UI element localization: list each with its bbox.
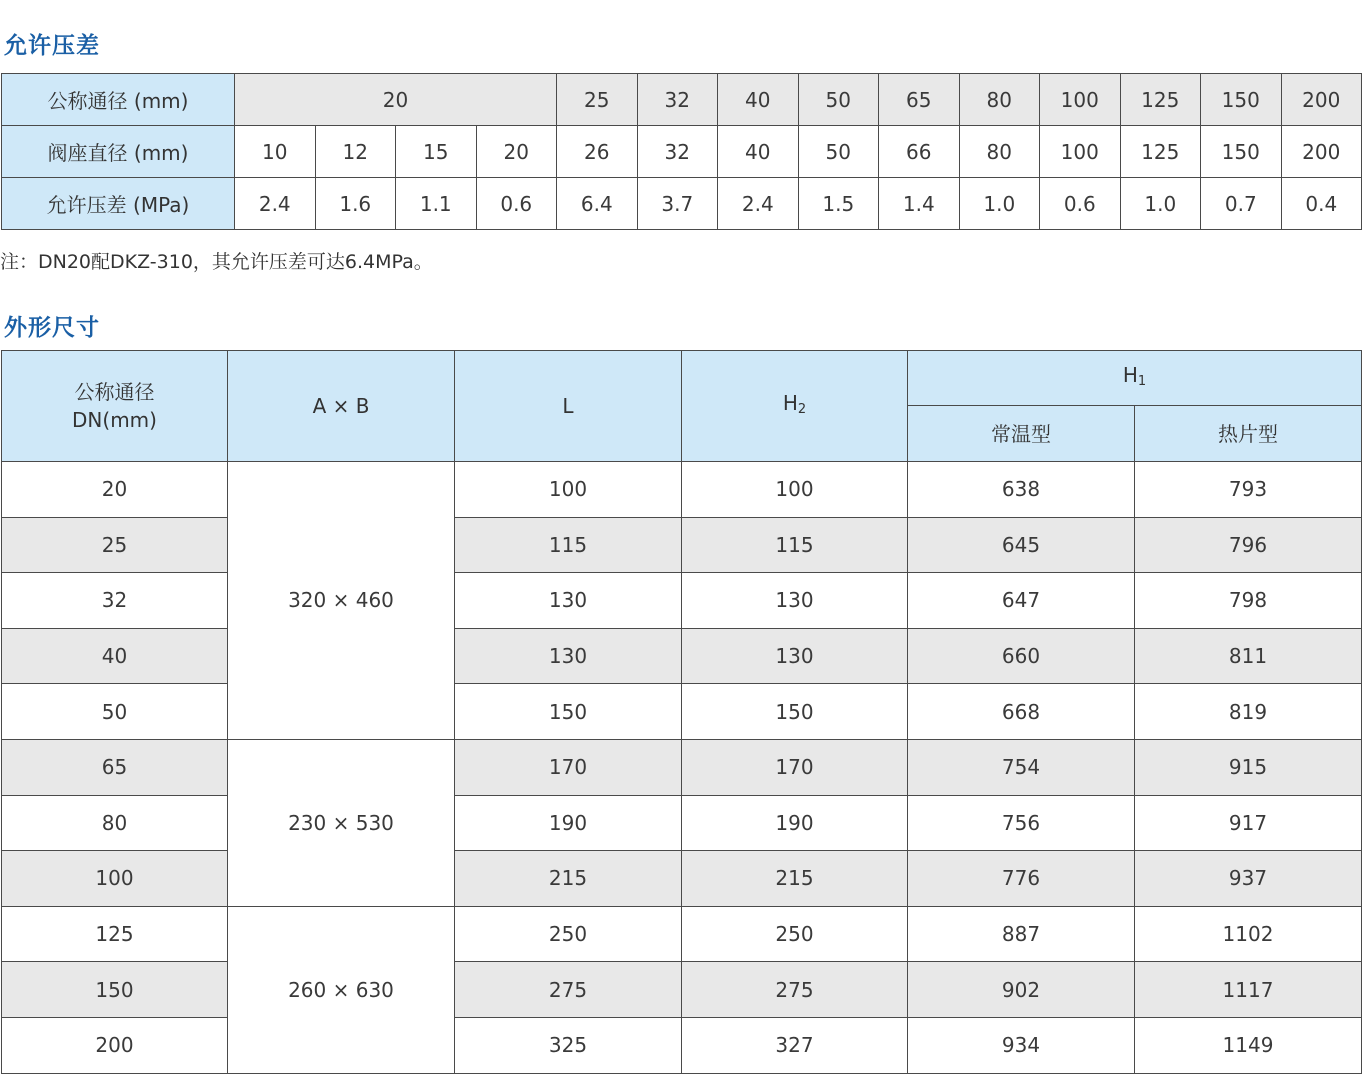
header-dn-line1: 公称通径 [74, 380, 155, 404]
nominal-row [2, 74, 1362, 126]
diff-cell: 3.7 [637, 178, 718, 230]
seat-cell: 50 [798, 126, 879, 178]
diff-row [2, 178, 1362, 230]
h2-cell: 170 [682, 739, 908, 795]
diff-cell: 1.0 [1120, 178, 1201, 230]
table-row [2, 462, 1362, 518]
normal-cell: 776 [908, 851, 1135, 907]
h2-cell: 100 [682, 462, 908, 518]
heat-cell: 937 [1135, 851, 1362, 907]
l-cell: 150 [455, 684, 682, 740]
seat-row [2, 126, 1362, 178]
nominal-cell: 100 [1040, 74, 1121, 126]
diff-cell: 0.6 [476, 178, 557, 230]
nominal-cell: 150 [1201, 74, 1282, 126]
l-cell: 170 [455, 739, 682, 795]
heat-cell: 793 [1135, 462, 1362, 518]
heat-cell: 811 [1135, 628, 1362, 684]
table-row [2, 573, 1362, 629]
header-h2 [682, 351, 908, 462]
nominal-cell: 20 [235, 74, 557, 126]
header-h1 [908, 351, 1362, 406]
diff-cell: 0.6 [1040, 178, 1121, 230]
dimensions-table [1, 350, 1362, 1074]
normal-cell: 660 [908, 628, 1135, 684]
h2-cell: 130 [682, 573, 908, 629]
row-label-seat: 阀座直径 (mm) [2, 126, 235, 178]
dn-cell: 100 [2, 851, 228, 907]
diff-cell: 1.4 [879, 178, 960, 230]
heat-cell: 798 [1135, 573, 1362, 629]
dn-cell: 50 [2, 684, 228, 740]
header-dn [2, 351, 228, 462]
diff-cell: 0.7 [1201, 178, 1282, 230]
l-cell: 275 [455, 962, 682, 1018]
header-normal: 常温型 [908, 406, 1135, 462]
l-cell: 250 [455, 906, 682, 962]
dn-cell: 125 [2, 906, 228, 962]
normal-cell: 754 [908, 739, 1135, 795]
l-cell: 115 [455, 517, 682, 573]
seat-cell: 200 [1281, 126, 1362, 178]
heat-cell: 796 [1135, 517, 1362, 573]
header-ab: A × B [228, 351, 455, 462]
dn-cell: 25 [2, 517, 228, 573]
h2-cell: 327 [682, 1017, 908, 1073]
l-cell: 190 [455, 795, 682, 851]
heat-cell: 917 [1135, 795, 1362, 851]
seat-cell: 15 [396, 126, 477, 178]
seat-cell: 66 [879, 126, 960, 178]
seat-cell: 20 [476, 126, 557, 178]
normal-cell: 668 [908, 684, 1135, 740]
h2-cell: 190 [682, 795, 908, 851]
h2-cell: 115 [682, 517, 908, 573]
seat-cell: 100 [1040, 126, 1121, 178]
seat-cell: 32 [637, 126, 718, 178]
nominal-cell: 50 [798, 74, 879, 126]
heat-cell: 1117 [1135, 962, 1362, 1018]
dn-cell: 40 [2, 628, 228, 684]
diff-cell: 2.4 [718, 178, 799, 230]
h2-cell: 215 [682, 851, 908, 907]
normal-cell: 756 [908, 795, 1135, 851]
header-l: L [455, 351, 682, 462]
seat-cell: 125 [1120, 126, 1201, 178]
header-h1-base: H [1122, 362, 1138, 387]
seat-cell: 40 [718, 126, 799, 178]
diff-cell: 6.4 [557, 178, 638, 230]
table-row [2, 628, 1362, 684]
diff-cell: 1.6 [315, 178, 396, 230]
nominal-cell: 125 [1120, 74, 1201, 126]
pressure-section-title: 允许压差 [4, 33, 100, 59]
header-dn-line2: DN(mm) [72, 408, 157, 432]
nominal-cell: 40 [718, 74, 799, 126]
heat-cell: 1102 [1135, 906, 1362, 962]
l-cell: 130 [455, 573, 682, 629]
dn-cell: 80 [2, 795, 228, 851]
dimensions-section-title: 外形尺寸 [4, 315, 100, 341]
normal-cell: 934 [908, 1017, 1135, 1073]
h2-cell: 275 [682, 962, 908, 1018]
header-h2-base: H [782, 390, 798, 415]
l-cell: 100 [455, 462, 682, 518]
diff-cell: 0.4 [1281, 178, 1362, 230]
l-cell: 215 [455, 851, 682, 907]
heat-cell: 819 [1135, 684, 1362, 740]
diff-cell: 1.5 [798, 178, 879, 230]
seat-cell: 10 [235, 126, 316, 178]
table-row [2, 906, 1362, 962]
h2-cell: 150 [682, 684, 908, 740]
diff-cell: 1.0 [959, 178, 1040, 230]
nominal-cell: 200 [1281, 74, 1362, 126]
seat-cell: 80 [959, 126, 1040, 178]
row-label-diff: 允许压差 (MPa) [2, 178, 235, 230]
diff-cell: 2.4 [235, 178, 316, 230]
table-row [2, 795, 1362, 851]
table-row [2, 517, 1362, 573]
heat-cell: 1149 [1135, 1017, 1362, 1073]
h2-cell: 250 [682, 906, 908, 962]
heat-cell: 915 [1135, 739, 1362, 795]
seat-cell: 12 [315, 126, 396, 178]
normal-cell: 887 [908, 906, 1135, 962]
normal-cell: 638 [908, 462, 1135, 518]
ab-cell: 260 × 630 [228, 906, 455, 1073]
header-h1-sub: 1 [1137, 373, 1147, 389]
dn-cell: 32 [2, 573, 228, 629]
row-label-nominal: 公称通径 (mm) [2, 74, 235, 126]
l-cell: 130 [455, 628, 682, 684]
nominal-cell: 65 [879, 74, 960, 126]
seat-cell: 150 [1201, 126, 1282, 178]
dn-cell: 65 [2, 739, 228, 795]
nominal-cell: 25 [557, 74, 638, 126]
dn-cell: 150 [2, 962, 228, 1018]
normal-cell: 902 [908, 962, 1135, 1018]
l-cell: 325 [455, 1017, 682, 1073]
pressure-note: 注：DN20配DKZ-310，其允许压差可达6.4MPa。 [0, 251, 433, 273]
ab-cell: 320 × 460 [228, 462, 455, 740]
nominal-cell: 80 [959, 74, 1040, 126]
diff-cell: 1.1 [396, 178, 477, 230]
table-row [2, 684, 1362, 740]
seat-cell: 26 [557, 126, 638, 178]
normal-cell: 645 [908, 517, 1135, 573]
header-heat: 热片型 [1135, 406, 1362, 462]
normal-cell: 647 [908, 573, 1135, 629]
table-row [2, 739, 1362, 795]
table-row [2, 1017, 1362, 1073]
table-row [2, 962, 1362, 1018]
nominal-cell: 32 [637, 74, 718, 126]
header-h2-sub: 2 [797, 401, 807, 417]
h2-cell: 130 [682, 628, 908, 684]
header-row [2, 351, 1362, 406]
ab-cell: 230 × 530 [228, 739, 455, 906]
dn-cell: 200 [2, 1017, 228, 1073]
dn-cell: 20 [2, 462, 228, 518]
pressure-table [1, 73, 1362, 230]
table-row [2, 851, 1362, 907]
